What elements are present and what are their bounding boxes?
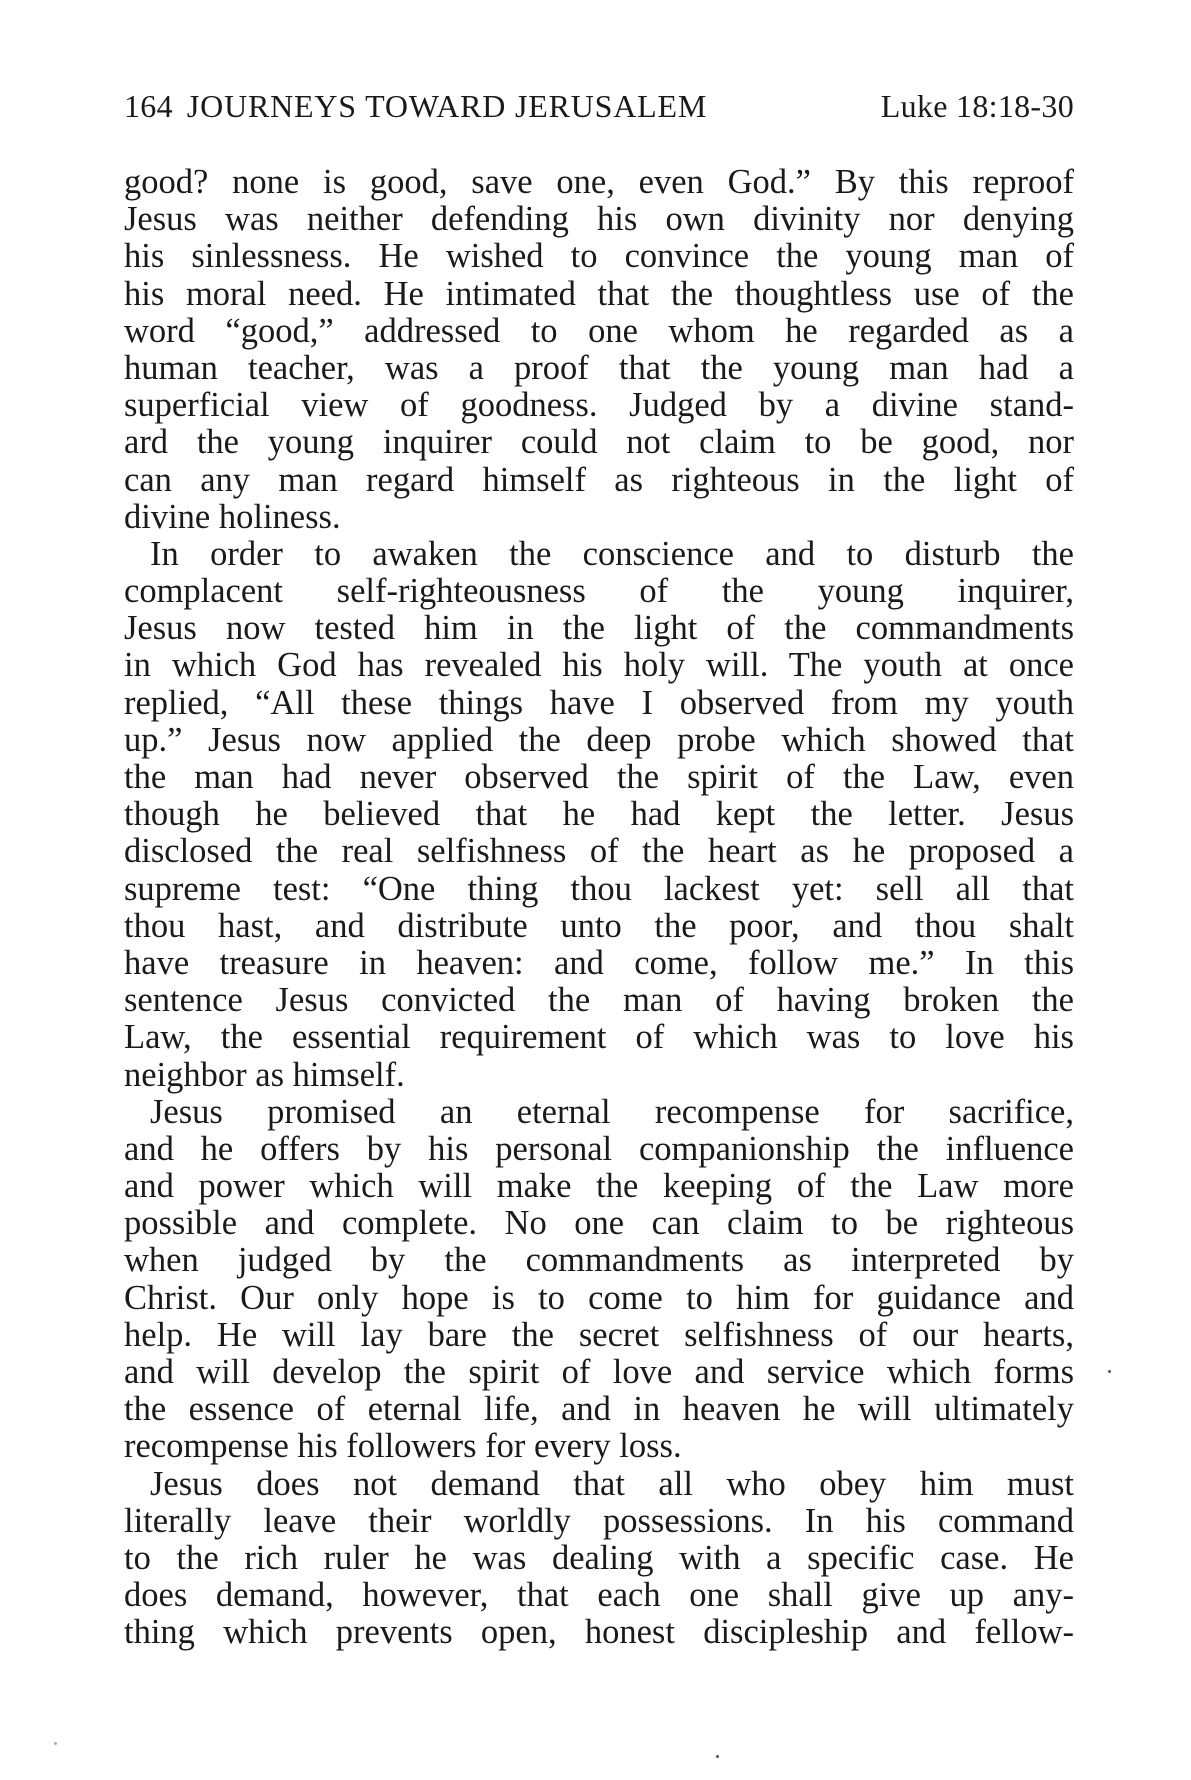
text-line: neighbor as himself.	[124, 1055, 405, 1094]
text-line: help. He will lay bare the secret selfishness of our hearts,	[124, 1315, 1074, 1354]
text-line: divine holiness.	[124, 497, 341, 536]
text-line: when judged by the commandments as interpreted by	[124, 1241, 1074, 1280]
print-speck	[54, 1742, 57, 1745]
paragraph	[124, 1094, 1074, 1466]
text-line: ard the young inquirer could not claim to be good, nor	[124, 423, 1074, 462]
text-line: sentence Jesus convicted the man of having broken the	[124, 981, 1074, 1020]
text-line: Christ. Our only hope is to come to him for guidance and	[124, 1278, 1074, 1317]
text-line: Jesus was neither defending his own divinity nor denying	[124, 200, 1074, 239]
print-speck	[1108, 1370, 1111, 1373]
text-line: up.” Jesus now applied the deep probe which showed that	[124, 720, 1074, 759]
text-line: thing which prevents open, honest discipleship and fellow-	[124, 1613, 1074, 1652]
text-line: literally leave their worldly possessions. In his command	[124, 1501, 1074, 1540]
text-line: the man had never observed the spirit of the Law, even	[124, 758, 1074, 796]
text-line: does demand, however, that each one shall give up any-	[124, 1576, 1074, 1615]
text-line: supreme test: “One thing thou lackest yet: sell all that	[124, 869, 1074, 908]
scripture-reference: Luke 18:18-30	[880, 88, 1074, 124]
paragraph	[124, 1466, 1074, 1652]
text-line: disclosed the real selfishness of the heart as he proposed a	[124, 832, 1074, 871]
text-line: and he offers by his personal companionship the influence	[124, 1129, 1074, 1168]
text-line: Jesus now tested him in the light of the commandments	[124, 609, 1074, 648]
text-line: Jesus promised an eternal recompense for sacrifice,	[150, 1092, 1074, 1131]
running-header	[124, 86, 1074, 126]
text-line: can any man regard himself as righteous in the light of	[124, 460, 1074, 499]
text-line: have treasure in heaven: and come, follow me.” In this	[124, 943, 1074, 982]
page-number: 164	[124, 88, 173, 124]
text-line: his moral need. He intimated that the thoughtless use of the	[124, 274, 1074, 313]
text-line: recompense his followers for every loss.	[124, 1427, 682, 1466]
text-line: though he believed that he had kept the letter. Jesus	[124, 795, 1074, 834]
text-line: superficial view of goodness. Judged by a divine stand-	[124, 386, 1074, 425]
text-line: to the rich ruler he was dealing with a specific case. He	[124, 1538, 1074, 1577]
text-line: and power which will make the keeping of the Law more	[124, 1167, 1074, 1206]
text-line: human teacher, was a proof that the young man had a	[124, 348, 1074, 387]
text-line: possible and complete. No one can claim to be righteous	[124, 1204, 1074, 1243]
running-title: JOURNEYS TOWARD JERUSALEM	[186, 88, 708, 124]
text-line: the essence of eternal life, and in heaven he will ultimately	[124, 1390, 1074, 1429]
text-line: complacent self-righteousness of the young inquirer,	[124, 572, 1074, 611]
text-line: word “good,” addressed to one whom he regarded as a	[124, 311, 1074, 350]
paragraph	[124, 536, 1074, 1094]
paragraph	[124, 164, 1074, 536]
text-line: his sinlessness. He wished to convince the young man of	[124, 237, 1074, 276]
text-line: Jesus does not demand that all who obey him must	[150, 1464, 1074, 1503]
text-line: thou hast, and distribute unto the poor, and thou shalt	[124, 906, 1074, 945]
text-line: good? none is good, save one, even God.” By this reproof	[124, 163, 1074, 201]
text-line: and will develop the spirit of love and service which forms	[124, 1353, 1074, 1391]
text-line: replied, “All these things have I observed from my youth	[124, 683, 1074, 722]
text-line: Law, the essential requirement of which was to love his	[124, 1018, 1074, 1057]
text-line: in which God has revealed his holy will. The youth at once	[124, 646, 1074, 685]
print-speck	[716, 1755, 719, 1758]
body-text	[124, 164, 1074, 1652]
text-line: In order to awaken the conscience and to disturb the	[150, 534, 1074, 573]
